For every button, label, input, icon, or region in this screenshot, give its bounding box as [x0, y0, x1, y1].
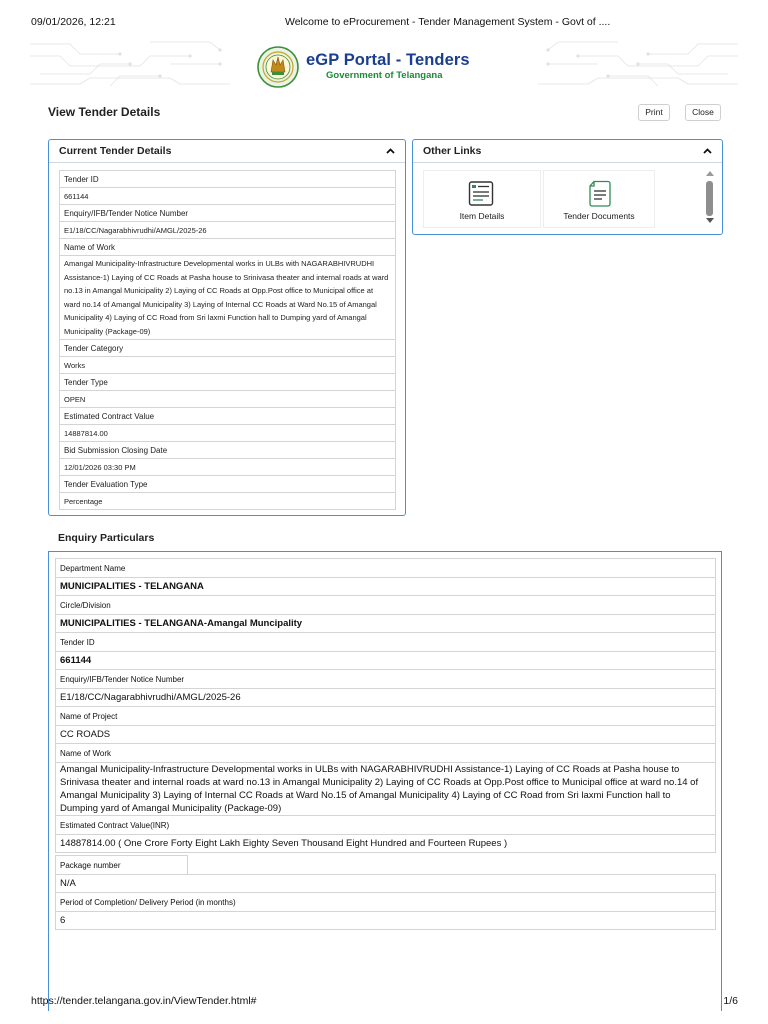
- contract-value-value: 14887814.00 ( One Crore Forty Eight Lakh Eighty Seven Thousand Eight Hundred and Fourteen Rupees ): [56, 835, 716, 853]
- current-tender-details-panel: [48, 139, 406, 516]
- other-links-panel: [412, 139, 723, 235]
- close-button[interactable]: Close: [685, 104, 721, 121]
- closing-date-value: 12/01/2026 03:30 PM: [60, 459, 396, 476]
- portal-subtitle: Government of Telangana: [326, 70, 443, 81]
- enquiry-table-package: [55, 855, 716, 930]
- item-details-link[interactable]: [423, 170, 541, 228]
- tender-id-value: 661144: [60, 188, 396, 205]
- circuit-pattern-left-icon: [30, 34, 230, 94]
- name-of-work-label: Name of Work: [60, 239, 396, 256]
- enquiry-tender-id-value: 661144: [56, 652, 716, 670]
- scroll-down-arrow-icon[interactable]: [706, 218, 714, 224]
- current-tender-details-header[interactable]: [49, 140, 405, 163]
- tender-documents-label: Tender Documents: [563, 211, 635, 221]
- completion-period-label: Period of Completion/ Delivery Period (in months): [56, 893, 716, 912]
- name-of-work-value: Amangal Municipality-Infrastructure Developmental works in ULBs with NAGARABHIVRUDHI Assistance-1) Laying of CC Roads at Pasha house to Srinivasa theater and internal roads at ward no.13 in Amangal Municipality 2) Laying of CC Roads at Opp.Post office to Municipal office at ward no.14 of Amangal Municipality 3) Laying of Internal CC Roads at Ward No.15 of Amangal Municipality 4) Laying of CC Road from Sri laxmi Function hall to Dumping yard of Amangal Municipality (Package-09): [60, 256, 396, 340]
- project-name-value: CC ROADS: [56, 726, 716, 744]
- chevron-up-icon[interactable]: [703, 148, 712, 154]
- telangana-emblem-icon: [257, 46, 299, 88]
- tender-category-value: Works: [60, 357, 396, 374]
- print-button[interactable]: Print: [638, 104, 670, 121]
- evaluation-type-value: Percentage: [60, 493, 396, 510]
- portal-banner: [30, 34, 738, 94]
- other-links-header[interactable]: [413, 140, 722, 163]
- estimated-value-value: 14887814.00: [60, 425, 396, 442]
- estimated-value-label: Estimated Contract Value: [60, 408, 396, 425]
- closing-date-label: Bid Submission Closing Date: [60, 442, 396, 459]
- other-links-title: Other Links: [423, 145, 482, 157]
- package-number-label: Package number: [56, 856, 188, 875]
- page-title: View Tender Details: [48, 105, 161, 119]
- circle-label: Circle/Division: [56, 596, 716, 615]
- notice-number-label: Enquiry/IFB/Tender Notice Number: [60, 205, 396, 222]
- enquiry-work-value: Amangal Municipality-Infrastructure Developmental works in ULBs with NAGARABHIVRUDHI Assistance-1) Laying of CC Roads at Pasha house to Srinivasa theater and internal roads at ward no.13 in Amangal Municipality 2) Laying of CC Roads at Opp.Post office to Municipal office at ward no.14 of Amangal Municipality 3) Laying of Internal CC Roads at Ward No.15 of Amangal Municipality 4) Laying of CC Road from Sri laxmi Function hall to Dumping yard of Amangal Municipality (Package-09): [56, 763, 716, 816]
- item-details-label: Item Details: [459, 211, 505, 221]
- tender-type-value: OPEN: [60, 391, 396, 408]
- other-links-scrollbar[interactable]: [705, 170, 715, 226]
- print-page-number: 1/6: [723, 995, 738, 1007]
- scrollbar-thumb[interactable]: [706, 181, 713, 216]
- tender-type-label: Tender Type: [60, 374, 396, 391]
- scroll-up-arrow-icon[interactable]: [706, 170, 714, 176]
- enquiry-work-label: Name of Work: [56, 744, 716, 763]
- item-details-icon: [468, 180, 494, 208]
- tender-documents-link[interactable]: [543, 170, 655, 228]
- department-value: MUNICIPALITIES - TELANGANA: [56, 578, 716, 596]
- print-header: [31, 16, 738, 30]
- tender-category-label: Tender Category: [60, 340, 396, 357]
- print-footer: [31, 995, 738, 1009]
- enquiry-particulars-panel: [48, 551, 722, 1011]
- completion-period-value: 6: [56, 912, 716, 930]
- current-tender-details-title: Current Tender Details: [59, 145, 172, 157]
- current-tender-table: [59, 170, 396, 510]
- project-name-label: Name of Project: [56, 707, 716, 726]
- circuit-pattern-right-icon: [538, 34, 738, 94]
- enquiry-notice-label: Enquiry/IFB/Tender Notice Number: [56, 670, 716, 689]
- package-number-value: N/A: [56, 875, 716, 893]
- evaluation-type-label: Tender Evaluation Type: [60, 476, 396, 493]
- enquiry-table: [55, 558, 716, 853]
- department-label: Department Name: [56, 559, 716, 578]
- contract-value-label: Estimated Contract Value(INR): [56, 816, 716, 835]
- print-url: https://tender.telangana.gov.in/ViewTender.html#: [31, 995, 257, 1007]
- package-spacer: [188, 856, 716, 875]
- other-links-list: [423, 170, 699, 228]
- portal-title: eGP Portal - Tenders: [306, 51, 470, 69]
- circle-value: MUNICIPALITIES - TELANGANA-Amangal Muncipality: [56, 615, 716, 633]
- enquiry-particulars-title: Enquiry Particulars: [58, 532, 155, 544]
- enquiry-tender-id-label: Tender ID: [56, 633, 716, 652]
- tender-documents-icon: [586, 180, 612, 208]
- chevron-up-icon[interactable]: [386, 148, 395, 154]
- tender-id-label: Tender ID: [60, 171, 396, 188]
- print-page-title: Welcome to eProcurement - Tender Management System - Govt of ....: [285, 16, 611, 28]
- print-datetime: 09/01/2026, 12:21: [31, 16, 116, 28]
- notice-number-value: E1/18/CC/Nagarabhivrudhi/AMGL/2025-26: [60, 222, 396, 239]
- enquiry-notice-value: E1/18/CC/Nagarabhivrudhi/AMGL/2025-26: [56, 689, 716, 707]
